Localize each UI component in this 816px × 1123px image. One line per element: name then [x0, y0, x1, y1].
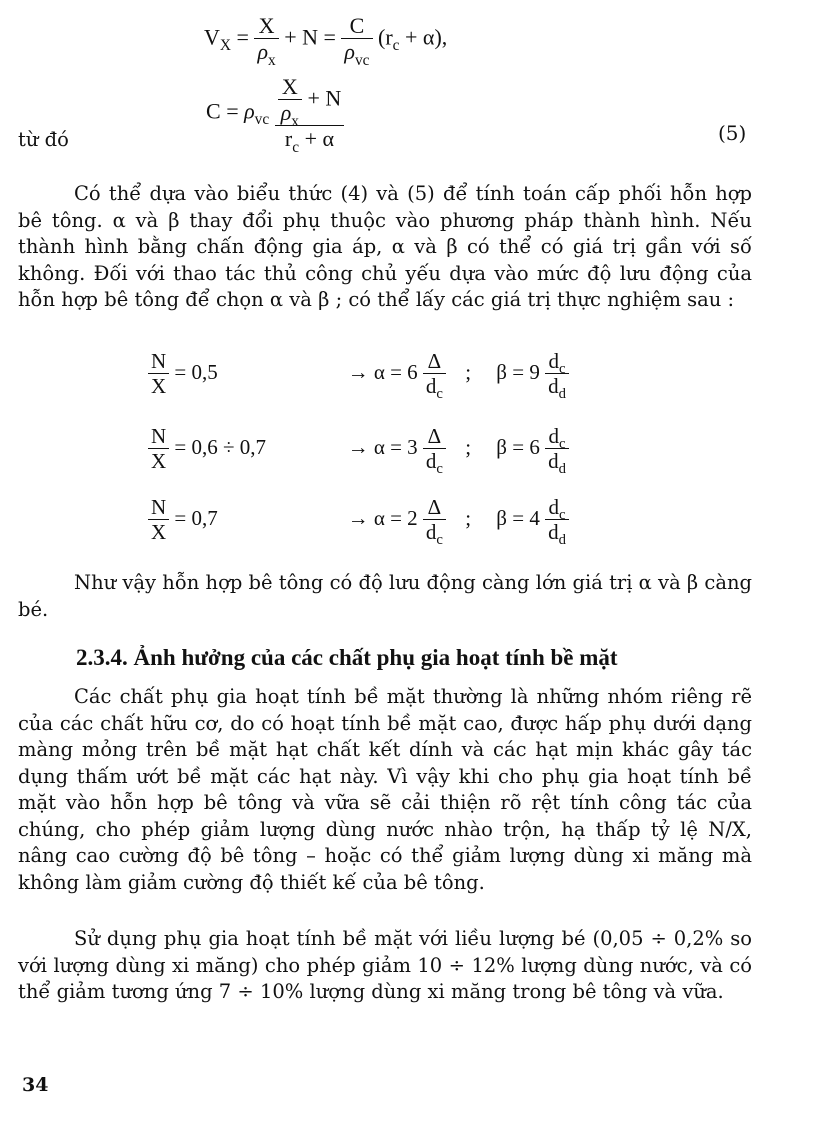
- ratio-delta-fraction: [423, 495, 446, 549]
- equation-c: [206, 74, 344, 156]
- ratio-nx-fraction: [148, 350, 169, 398]
- ratio-nx-den: X: [151, 449, 167, 474]
- ratio-nx-fraction: [148, 496, 169, 544]
- eq-c-den-sub: c: [292, 138, 300, 156]
- eq-c-number: (5): [718, 121, 747, 145]
- ratio-beta-fraction: [545, 495, 569, 549]
- ratio-beta: β = 4: [496, 505, 540, 530]
- ratio-beta-den: d: [548, 374, 559, 399]
- eq-c-den-tail: + α: [304, 126, 335, 152]
- ratio-beta-den-sub: d: [558, 386, 566, 403]
- eq-c-equals: =: [226, 98, 239, 124]
- eq-c-inner-den-sub: x: [291, 112, 299, 130]
- eq-c-lhs: C: [206, 98, 221, 124]
- eq-vx-frac2-den: ρ: [344, 39, 355, 65]
- ratio-beta-den-sub: d: [558, 461, 566, 478]
- ratio-nx-num: N: [148, 425, 169, 449]
- ratio-beta-num-sub: c: [558, 507, 566, 524]
- eq-vx-frac2-den-sub: vc: [354, 51, 370, 69]
- ratio-beta-num: d: [548, 424, 559, 448]
- eq-c-den-r: r: [284, 126, 293, 152]
- ratio-value: = 0,7: [174, 505, 218, 530]
- ratio-delta: Δ: [423, 425, 446, 449]
- section-heading: 2.3.4. Ảnh hưởng của các chất phụ gia hoạt tính bề mặt: [76, 645, 618, 670]
- ratio-beta: β = 6: [496, 434, 540, 459]
- ratio-delta-fraction: [423, 424, 446, 478]
- ratio-delta: Δ: [423, 496, 446, 520]
- paragraph-1: Có thể dựa vào biểu thức (4) và (5) để tính toán cấp phối hỗn hợp bê tông. α và β thay đổi phụ thuộc vào phương pháp thành hình. Nếu thành hình bằng chấn động gia áp, α và β có thể có giá trị gần với số không. Đối với thao tác thủ công chủ yếu dựa vào mức độ lưu động của hỗn hợp bê tông để chọn α và β ; có thể lấy các giá trị thực nghiệm sau :: [18, 182, 752, 311]
- ratio-beta-num-sub: c: [558, 436, 566, 453]
- ratio-alpha: → α = 6: [347, 359, 418, 384]
- ratio-beta-num: d: [548, 349, 559, 373]
- eq-vx-tail-end: + α),: [405, 24, 448, 50]
- ratio-value: = 0,6 ÷ 0,7: [174, 434, 267, 459]
- ratio-row-2: [148, 424, 569, 478]
- eq-vx-tail-sub: c: [392, 36, 400, 54]
- eq-vx-fraction-1: [254, 13, 278, 69]
- ratio-semicolon: ;: [465, 434, 472, 459]
- eq-vx-plus-n: + N: [284, 24, 318, 50]
- eq-vx-equals-1: =: [236, 24, 249, 50]
- ratio-alpha: → α = 2: [347, 505, 418, 530]
- eq-vx-lhs: V: [204, 24, 220, 50]
- page-number: 34: [22, 1074, 49, 1096]
- ratio-dc: d: [425, 374, 437, 399]
- ratio-beta-num-sub: c: [558, 361, 566, 378]
- eq-vx-equals-2: =: [323, 24, 336, 50]
- ratio-semicolon: ;: [465, 505, 472, 530]
- paragraph-2: Như vậy hỗn hợp bê tông có độ lưu động càng lớn giá trị α và β càng bé.: [18, 571, 752, 621]
- ratio-value: = 0,5: [174, 359, 218, 384]
- ratio-beta-den-sub: d: [558, 532, 566, 549]
- eq-vx-frac1-num: X: [254, 14, 278, 39]
- eq-vx-lhs-sub: X: [219, 36, 232, 54]
- ratio-delta: Δ: [423, 350, 446, 374]
- eq-c-inner-fraction: [278, 74, 302, 130]
- eq-c-main-fraction: [275, 74, 345, 156]
- paragraph-3: Các chất phụ gia hoạt tính bề mặt thường là những nhóm riêng rẽ của các chất hữu cơ, do có hoạt tính bề mặt cao, được hấp phụ dưới dạng màng mỏng trên bề mặt hạt chất kết dính và các hạt mịn khác gây tác dụng thấm ướt bề mặt các hạt này. Vì vậy khi cho phụ gia hoạt tính bề mặt vào hỗn hợp bê tông và vữa sẽ cải thiện rõ rệt tính công tác của chúng, cho phép giảm lượng dùng nước nhào trộn, hạ thấp tỷ lệ N/X, nâng cao cường độ bê tông – hoặc có thể giảm lượng dùng xi măng mà không làm giảm cường độ thiết kế của bê tông.: [18, 685, 752, 894]
- ratio-delta-fraction: [423, 349, 446, 403]
- ratio-dc: d: [425, 449, 437, 474]
- paragraph-4: Sử dụng phụ gia hoạt tính bề mặt với liều lượng bé (0,05 ÷ 0,2% so với lượng dùng xi măng) cho phép giảm 10 ÷ 12% lượng dùng nước, và có thể giảm tương ứng 7 ÷ 10% lượng dùng xi măng trong bê tông và vữa.: [18, 927, 752, 1003]
- eq-c-inner-num: X: [278, 75, 302, 100]
- ratio-row-3: [148, 495, 569, 549]
- ratio-beta-den: d: [548, 520, 559, 545]
- ratio-beta-fraction: [545, 349, 569, 403]
- eq-c-inner-plus: + N: [307, 85, 342, 111]
- ratio-beta-fraction: [545, 424, 569, 478]
- eq-vx-frac2-num: C: [341, 14, 372, 39]
- eq-vx-frac1-den-sub: x: [268, 51, 276, 69]
- ratio-nx-den: X: [151, 374, 167, 399]
- ratio-beta: β = 9: [496, 359, 540, 384]
- eq-c-main-numerator: [275, 74, 345, 130]
- eq-vx-fraction-2: [341, 13, 372, 69]
- ratio-dc-sub: c: [436, 461, 443, 478]
- ratio-beta-den: d: [548, 449, 559, 474]
- ratio-nx-num: N: [148, 350, 169, 374]
- eq-c-rho: ρ: [244, 98, 255, 124]
- ratio-row-1: [148, 349, 569, 403]
- eq-vx-frac1-den: ρ: [257, 39, 268, 65]
- ratio-semicolon: ;: [465, 359, 472, 384]
- ratio-dc-sub: c: [436, 386, 443, 403]
- eq-c-inner-den: ρ: [280, 100, 292, 126]
- ratio-nx-num: N: [148, 496, 169, 520]
- ratio-alpha: → α = 3: [347, 434, 418, 459]
- ratio-dc: d: [425, 520, 437, 545]
- eq-c-rho-sub: vc: [254, 110, 270, 128]
- ratio-nx-fraction: [148, 425, 169, 473]
- eq-vx-tail: (r: [378, 24, 393, 50]
- equation-vx: [204, 13, 448, 69]
- ratio-beta-num: d: [548, 495, 559, 519]
- eq-c-prefix: từ đó: [18, 128, 69, 151]
- ratio-nx-den: X: [151, 520, 167, 545]
- ratio-dc-sub: c: [436, 532, 443, 549]
